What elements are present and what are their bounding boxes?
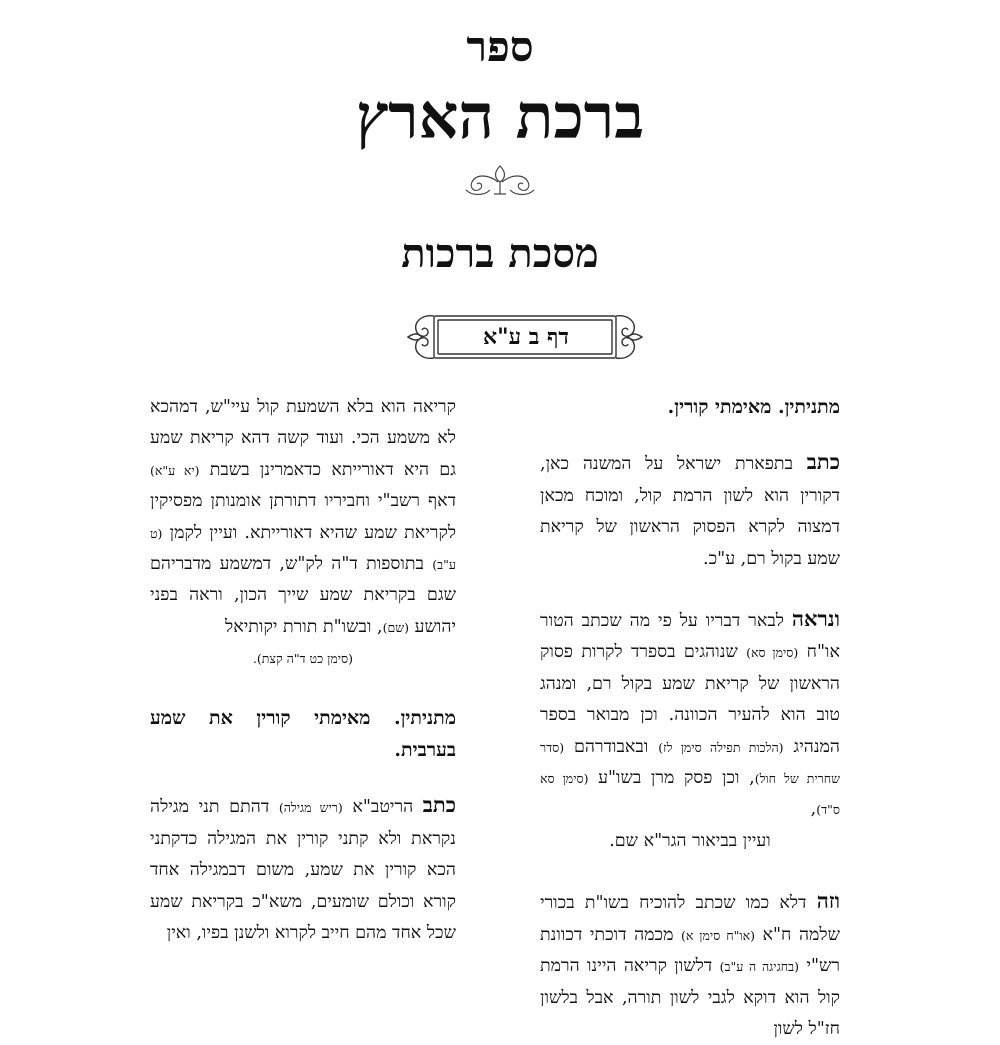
paragraph-text: בתפארת ישראל על המשנה כאן, דקורין הוא לשון הרמת קול, ומוכח מכאן דמצוה לקרא הפסוק הראשון של קריאת שמע בקול רם, ע"כ. (540, 454, 840, 569)
paragraph-text: , (810, 799, 817, 820)
citation: (או"ח סימן א) (680, 927, 755, 943)
citation: (סימן סא ס"ד) (540, 771, 840, 818)
lead-word: כתב (806, 449, 840, 475)
right-column (540, 392, 840, 1045)
paragraph-text: בתוספות ד"ה לק"ש, דמשמע מדבריהם שגם בקריאת שמע שייך הכון, וראה בפני יהושע (150, 554, 456, 637)
lead-word: כתב (422, 792, 456, 818)
paragraph-text: קריאה הוא בלא השמעת קול עיי"ש, דמהכא לא משמע הכי. ועוד קשה דהא קריאת שמע גם היא דאורייתא כדאמרינן בשבת (150, 397, 456, 480)
paragraph-centered-line (150, 643, 456, 674)
lead-word: וזה (816, 888, 840, 914)
daf-label: דף ב ע"א (483, 324, 569, 350)
citation: (סימן כט ד"ה קצת). (252, 651, 354, 667)
paragraph (150, 789, 456, 949)
left-column (150, 392, 456, 950)
citation: (הלכות תפילה סימן לז) (658, 739, 784, 755)
paragraph (540, 885, 840, 1045)
paragraph-text: , ובשו"ת תורת יקותיאל (225, 616, 383, 637)
lead-word: ונראה (791, 606, 840, 632)
paragraph-text: לבאר דבריו על פי מה שכתב הטור או"ח (540, 611, 840, 663)
tractate-title: מסכת ברכות (401, 230, 599, 277)
paragraph (540, 392, 840, 424)
paragraph-text: הריטב"א (342, 797, 423, 818)
citation: (בחגיגה ה ע"ב) (719, 959, 800, 975)
paragraph (540, 603, 840, 826)
paragraph-centered-line (540, 826, 840, 857)
paragraph-text: דלשון קריאה היינו הרמת קול הוא דוקא לגבי לשון תורה, אבל בלשון חז"ל לשון (540, 956, 840, 1039)
citation: (ט ע"ב) (150, 525, 456, 573)
paragraph-text: דלא כמו שכתב להוכיח בשו"ת בכורי שלמה ח"א (540, 893, 840, 945)
citation: (שם) (382, 619, 409, 635)
section-heading: מתניתין. מאימתי קורין את שמע בערבית. (150, 706, 456, 762)
paragraph (540, 446, 840, 575)
citation: (סדר שחרית של חול) (540, 739, 840, 787)
paragraph-text: שנוהגים בספרד לקרות פסוק הראשון של קריאת שמע בקול רם, ומנהג טוב הוא להעיר הכוונה. וכן מבואר בספר המנהיג (540, 642, 840, 757)
paragraph (150, 392, 456, 643)
paragraph-text: , וכן פסק מרן בשו"ע (588, 768, 755, 789)
book-title: ברכת הארץ (355, 80, 645, 153)
paragraph-text: ובאבודרהם (564, 736, 659, 757)
paragraph (150, 703, 456, 768)
citation: (יא ע"א) (150, 462, 200, 478)
book-word: ספר (466, 22, 534, 71)
ornament-divider-icon (460, 160, 540, 200)
paragraph-text: דאף רשב"י וחביריו דתורתן אומנותן מפסיקין לקריאת שמע שהיא דאורייתא. ועיין לקמן (150, 491, 456, 543)
paragraph-text: ועיין בביאור הגר"א שם. (609, 830, 771, 851)
citation: (סימן סא) (746, 645, 799, 661)
citation: (ריש מגילה) (278, 800, 343, 816)
paragraph-text: דהתם תני מגילה נקראת ולא קתני קורין את המגילה כדקתני הכא קורין את שמע, משום דבמגילה אחד קורא וכולם שומעים, משא"כ בקריאת שמע שכל אחד מהם חייב לקרוא ולשנן בפיו, ואין (150, 797, 456, 944)
paragraph-text: מכמה דוכתי דכוונת רש"י (540, 924, 840, 977)
section-heading: מתניתין. מאימתי קורין. (667, 396, 840, 418)
